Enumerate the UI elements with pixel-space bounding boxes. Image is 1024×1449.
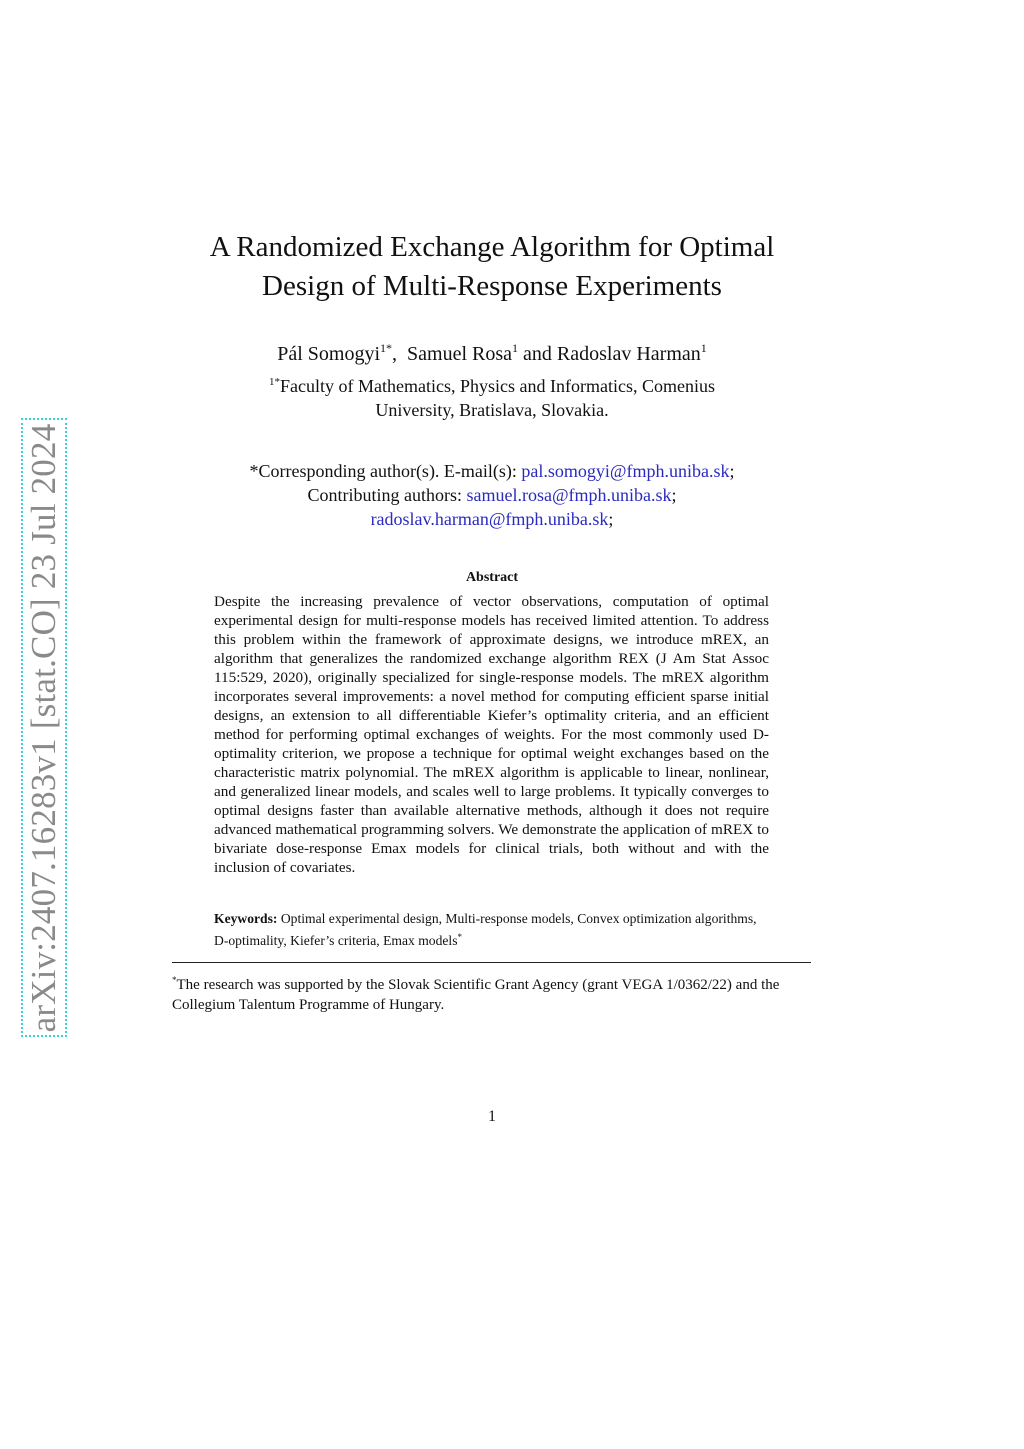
contributing-email-link[interactable]: samuel.rosa@fmph.uniba.sk	[466, 485, 672, 505]
corresponding-email-link[interactable]: pal.somogyi@fmph.uniba.sk	[521, 461, 730, 481]
page-number: 1	[488, 1108, 496, 1125]
footnote-text: The research was supported by the Slovak Scientific Grant Agency (grant VEGA 1/0362/22) and the Collegium Talentum Programme of Hungary.	[172, 977, 780, 1013]
author-list	[180, 335, 804, 367]
contributing-prefix: Contributing authors:	[307, 485, 467, 505]
email-separator: ;	[671, 485, 677, 505]
email-separator: ;	[729, 461, 735, 481]
keywords-text: Optimal experimental design, Multi-response models, Convex optimization algorithms, D-optimality, Kiefer’s criteria, Emax models	[214, 911, 760, 948]
keywords-footnote-mark[interactable]: *	[457, 932, 462, 942]
contact-block	[180, 459, 804, 531]
author-mark: 1*	[380, 341, 393, 355]
abstract-text: Despite the increasing prevalence of vector observations, computation of optimal experimental design for multi-response models has received limited attention. To address this problem within the framework of approximate designs, we introduce mREX, an algorithm that generalizes the randomized exchange algorithm REX (J Am Stat Assoc 115:529, 2020), originally specialized for single-response models. The mREX algorithm incorporates several improvements: a novel method for computing efficient sparse initial designs, an extension to all differentiable Kiefer’s optimality criteria, and an efficient method for performing optimal exchanges of weights. For the most commonly used D-optimality criterion, we propose a technique for optimal weight exchanges based on the characteristic matrix polynomial. The mREX algorithm is applicable to linear, nonlinear, and generalized linear models, and scales well to large problems. It typically converges to optimal designs faster than available alternative methods, although it does not require advanced mathematical programming solvers. We demonstrate the application of mREX to bivariate dose-response Emax models for clinical trials, both without and with the inclusion of covariates.	[214, 593, 769, 876]
arxiv-stamp	[21, 418, 67, 1037]
author-mark: 1	[512, 341, 519, 355]
author-name: Pál Somogyi	[277, 343, 381, 365]
corresponding-prefix: *Corresponding author(s). E-mail(s):	[249, 461, 522, 481]
footnote	[172, 970, 812, 1015]
affiliation-line-2: University, Bratislava, Slovakia.	[375, 400, 609, 420]
author-separator: ,	[392, 343, 408, 365]
author-mark: 1	[700, 341, 707, 355]
affiliation-line-1: Faculty of Mathematics, Physics and Informatics, Comenius	[280, 376, 715, 396]
title-line-1: A Randomized Exchange Algorithm for Optimal	[209, 231, 775, 263]
keywords-label: Keywords:	[214, 911, 278, 926]
title-line-2: Design of Multi-Response Experiments	[262, 270, 722, 302]
author-name: Samuel Rosa	[407, 343, 513, 365]
author-separator: and	[518, 343, 557, 365]
abstract-heading: Abstract	[465, 570, 519, 585]
paper-title	[180, 228, 804, 306]
keywords	[214, 910, 769, 950]
arxiv-identifier[interactable]: arXiv:2407.16283v1 [stat.CO] 23 Jul 2024	[24, 423, 63, 1032]
footnote-divider	[172, 962, 811, 963]
email-separator: ;	[608, 509, 614, 529]
affiliation	[180, 370, 804, 422]
affiliation-mark: 1*	[269, 376, 281, 388]
footnote-mark: *	[172, 975, 177, 985]
author-name: Radoslav Harman	[556, 343, 701, 365]
contributing-email-link[interactable]: radoslav.harman@fmph.uniba.sk	[370, 509, 609, 529]
